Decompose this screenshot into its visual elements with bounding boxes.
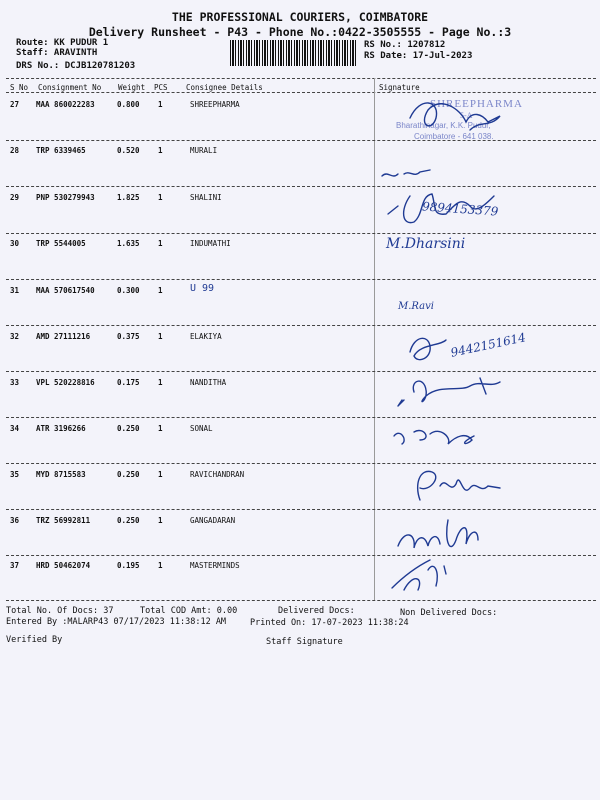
row-consignment: VPL 520228816 bbox=[36, 378, 95, 387]
verified-by: Verified By bbox=[6, 635, 63, 645]
barcode bbox=[230, 40, 358, 66]
row-pcs: 1 bbox=[158, 378, 163, 387]
row-divider bbox=[6, 371, 596, 372]
row-sno: 33 bbox=[10, 378, 20, 387]
row-consignee: SHREEPHARMA bbox=[190, 100, 240, 109]
row-consignee: SHALINI bbox=[190, 193, 222, 202]
row-consignment: MAA 570617540 bbox=[36, 286, 95, 295]
col-weight: Weight bbox=[118, 83, 146, 92]
col-sno: S No bbox=[10, 83, 29, 92]
row-pcs: 1 bbox=[158, 332, 163, 341]
row-sno: 34 bbox=[10, 424, 20, 433]
row-divider bbox=[6, 233, 596, 234]
handwritten-phone: 9894153379 bbox=[421, 199, 499, 219]
row-sno: 37 bbox=[10, 561, 20, 570]
stamp-line: Coimbatore - 641 038. bbox=[414, 132, 494, 141]
row-consignment: MAA 860022283 bbox=[36, 100, 95, 109]
table-top-rule bbox=[6, 78, 596, 79]
signature-row-28 bbox=[382, 170, 430, 176]
row-consignee: MASTERMINDS bbox=[190, 561, 240, 570]
row-consignment: HRD 50462074 bbox=[36, 561, 91, 570]
row-sno: 27 bbox=[10, 100, 20, 109]
row-consignee: U 99 bbox=[190, 283, 215, 294]
row-weight: 0.250 bbox=[117, 516, 140, 525]
row-sno: 30 bbox=[10, 239, 20, 248]
row-consignment: PNP 530279943 bbox=[36, 193, 95, 202]
row-weight: 1.825 bbox=[117, 193, 140, 202]
row-consignee: ELAKIYA bbox=[190, 332, 222, 341]
row-pcs: 1 bbox=[158, 239, 163, 248]
total-cod: Total COD Amt: 0.00 bbox=[140, 606, 238, 616]
row-weight: 0.250 bbox=[117, 424, 140, 433]
rs-date: RS Date: 17-Jul-2023 bbox=[364, 51, 473, 61]
row-pcs: 1 bbox=[158, 516, 163, 525]
row-pcs: 1 bbox=[158, 470, 163, 479]
col-signature: Signature bbox=[379, 83, 420, 92]
row-consignment: TRP 6339465 bbox=[36, 146, 86, 155]
stamp-line: SHREEPHARMA bbox=[430, 98, 523, 110]
row-consignment: ATR 3196266 bbox=[36, 424, 86, 433]
stamp-line: Bharathinagar, K.K. Pudur, bbox=[396, 121, 491, 130]
row-sno: 32 bbox=[10, 332, 20, 341]
row-pcs: 1 bbox=[158, 146, 163, 155]
row-weight: 0.250 bbox=[117, 470, 140, 479]
row-weight: 0.800 bbox=[117, 100, 140, 109]
row-consignee: GANGADARAN bbox=[190, 516, 236, 525]
signature-row-37 bbox=[392, 560, 446, 590]
row-weight: 0.300 bbox=[117, 286, 140, 295]
signature-row-33 bbox=[398, 378, 500, 406]
row-consignment: AMD 27111216 bbox=[36, 332, 91, 341]
row-consignment: TRZ 56992811 bbox=[36, 516, 91, 525]
row-divider bbox=[6, 325, 596, 326]
col-consignment: Consignment No bbox=[38, 83, 102, 92]
signature-row-34 bbox=[394, 431, 474, 444]
signature-row-35 bbox=[418, 471, 500, 500]
table-bottom-rule bbox=[6, 600, 596, 601]
row-weight: 0.175 bbox=[117, 378, 140, 387]
row-sno: 28 bbox=[10, 146, 20, 155]
table-header-rule bbox=[6, 92, 596, 93]
non-delivered-docs: Non Delivered Docs: bbox=[400, 608, 498, 618]
handwritten-phone: 9442151614 bbox=[449, 330, 527, 360]
row-sno: 36 bbox=[10, 516, 20, 525]
signature-row-36 bbox=[398, 520, 478, 548]
row-divider bbox=[6, 186, 596, 187]
row-consignee: SONAL bbox=[190, 424, 213, 433]
rs-number: RS No.: 1207812 bbox=[364, 40, 446, 50]
company-title: THE PROFESSIONAL COURIERS, COIMBATORE bbox=[171, 10, 429, 24]
row-divider bbox=[6, 140, 596, 141]
row-weight: 1.635 bbox=[117, 239, 140, 248]
row-consignment: TRP 5544005 bbox=[36, 239, 86, 248]
row-consignee: INDUMATHI bbox=[190, 239, 231, 248]
row-sno: 31 bbox=[10, 286, 20, 295]
row-pcs: 1 bbox=[158, 561, 163, 570]
row-pcs: 1 bbox=[158, 193, 163, 202]
row-weight: 0.195 bbox=[117, 561, 140, 570]
row-divider bbox=[6, 417, 596, 418]
row-divider bbox=[6, 279, 596, 280]
row-weight: 0.375 bbox=[117, 332, 140, 341]
row-pcs: 1 bbox=[158, 424, 163, 433]
entered-by: Entered By :MALARP43 07/17/2023 11:38:12 AM bbox=[6, 617, 227, 627]
handwritten-name: M.Ravi bbox=[398, 301, 434, 312]
signature-row-32 bbox=[410, 338, 446, 359]
row-divider bbox=[6, 509, 596, 510]
row-consignment: MYD 8715583 bbox=[36, 470, 86, 479]
drs-number: DRS No.: DCJB120781203 bbox=[16, 61, 136, 71]
stamp-line: 5-A bbox=[460, 111, 473, 120]
total-docs: Total No. Of Docs: 37 bbox=[6, 606, 114, 616]
row-weight: 0.520 bbox=[117, 146, 140, 155]
staff-label: Staff: ARAVINTH bbox=[16, 48, 98, 58]
delivered-docs: Delivered Docs: bbox=[278, 606, 355, 616]
row-divider bbox=[6, 555, 596, 556]
row-consignee: NANDITHA bbox=[190, 378, 227, 387]
col-consignee: Consignee Details bbox=[186, 83, 263, 92]
row-consignee: MURALI bbox=[190, 146, 218, 155]
signature-column-rule bbox=[374, 78, 375, 600]
runsheet-title: Delivery Runsheet - P43 - Phone No.:0422-3505555 - Page No.:3 bbox=[88, 25, 512, 39]
col-pcs: PCS bbox=[154, 83, 168, 92]
handwritten-name: M.Dharsini bbox=[386, 236, 466, 252]
row-sno: 35 bbox=[10, 470, 20, 479]
row-pcs: 1 bbox=[158, 286, 163, 295]
row-pcs: 1 bbox=[158, 100, 163, 109]
row-consignee: RAVICHANDRAN bbox=[190, 470, 245, 479]
row-sno: 29 bbox=[10, 193, 20, 202]
route-label: Route: KK PUDUR 1 bbox=[16, 38, 109, 48]
printed-on: Printed On: 17-07-2023 11:38:24 bbox=[250, 618, 409, 628]
row-divider bbox=[6, 463, 596, 464]
staff-signature-label: Staff Signature bbox=[266, 637, 343, 647]
